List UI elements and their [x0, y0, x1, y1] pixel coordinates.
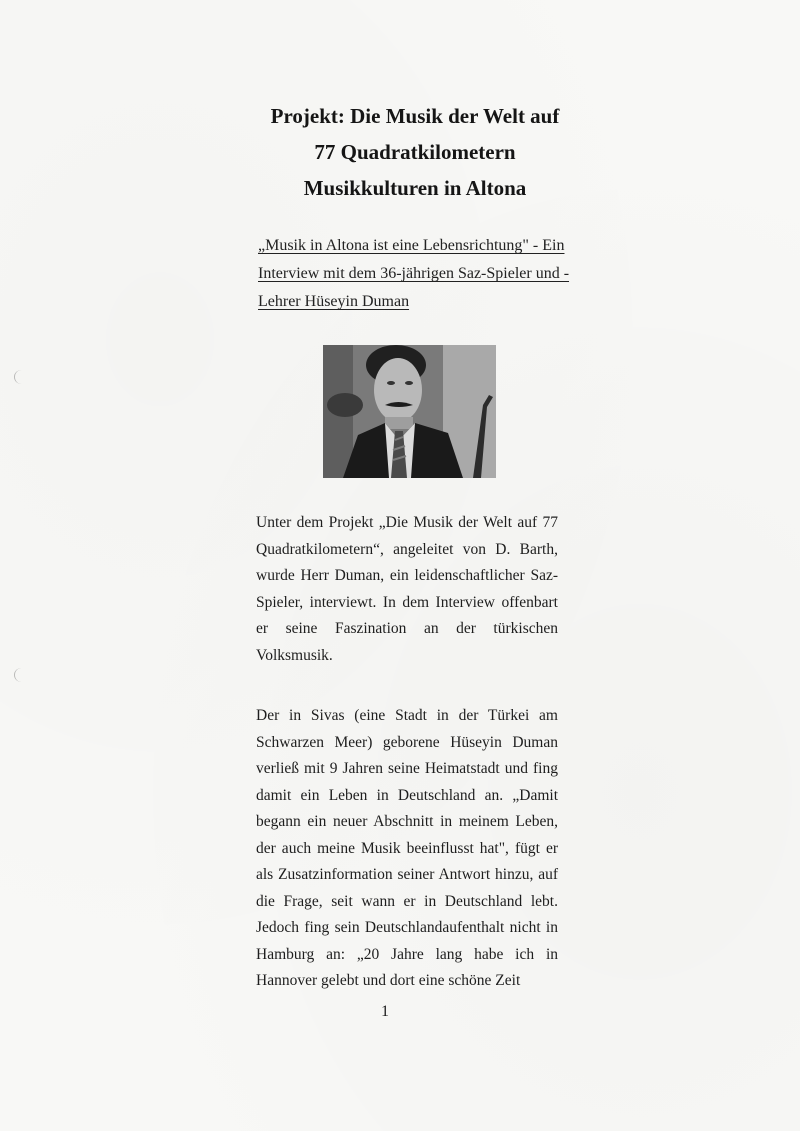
document-subtitle: [258, 232, 578, 316]
page-number: 1: [381, 1003, 389, 1020]
title-line: 77 Quadratkilometern: [314, 140, 516, 164]
portrait-image: [323, 345, 496, 478]
title-line: Musikkulturen in Altona: [303, 176, 527, 200]
paragraph: Der in Sivas (eine Stadt in der Türkei am Schwarzen Meer) geborene Hüseyin Duman verließ mit 9 Jahren seine Heimatstadt und fing damit ein Leben in Deutschland an. „Damit begann ein neuer Abschnitt in meinem Leben, der auch meine Musik beeinflusst hat", fügt er als Zusatzinformation seiner Antwort hinzu, auf die Frage, seit wann er in Deutschland lebt. Jedoch fing sein Deutschlandaufenthalt nicht in Hamburg an: „20 Jahre lang habe ich in Hannover gelebt und dort eine schöne Zeit: [256, 707, 558, 989]
punch-hole-mark: [14, 668, 29, 682]
paragraph: Unter dem Projekt „Die Musik der Welt auf 77 Quadratkilometern“, angeleitet von D. Barth, wurde Herr Duman, ein leidenschaftlicher Saz-Spieler, interviewt. In dem Interview offenbart er seine Faszination an der türkischen Volksmusik.: [256, 514, 558, 664]
title-line: Projekt: Die Musik der Welt auf: [270, 104, 560, 128]
portrait-photo: [323, 345, 496, 478]
subtitle-line: Interview mit dem 36-jährigen Saz-Spieler und -: [258, 265, 570, 282]
subtitle-line: Lehrer Hüseyin Duman: [258, 293, 410, 310]
punch-hole-mark: [14, 370, 29, 384]
subtitle-line: „Musik in Altona ist eine Lebensrichtung" - Ein: [258, 237, 565, 254]
document-title: [240, 98, 590, 206]
